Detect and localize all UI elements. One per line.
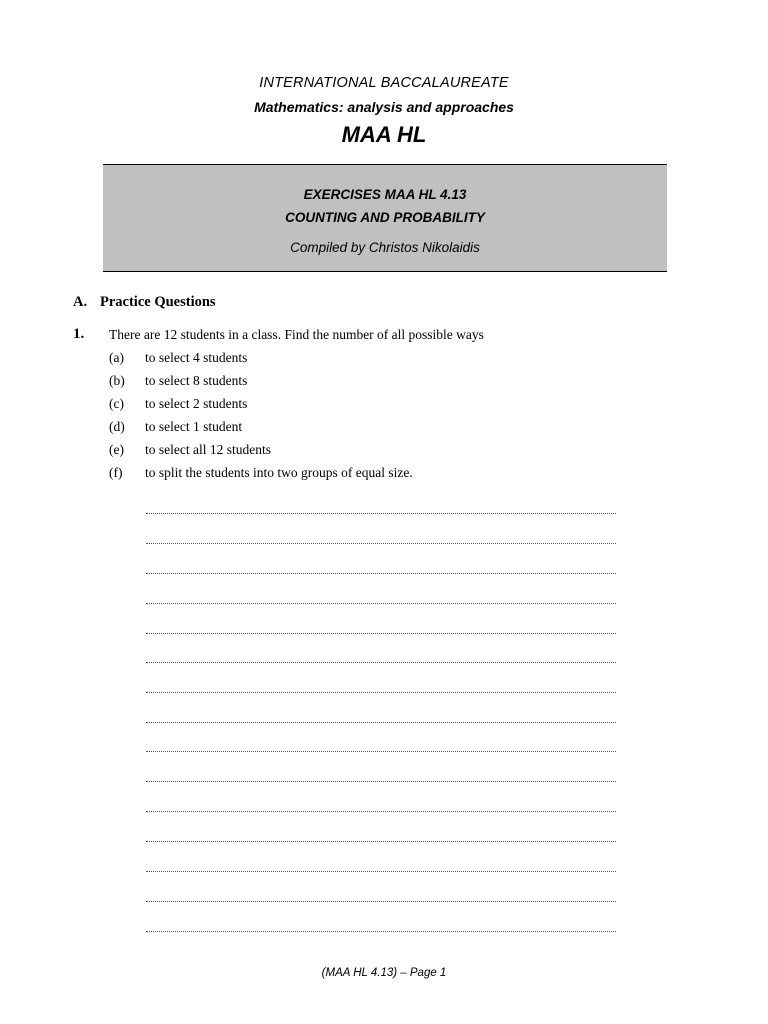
organization-title: INTERNATIONAL BACCALAUREATE — [259, 75, 509, 91]
section-heading — [73, 294, 216, 311]
part-text: to split the students into two groups of equal size. — [145, 465, 413, 480]
question-part — [109, 442, 271, 458]
question-number: 1. — [73, 326, 85, 342]
question-part — [109, 419, 242, 435]
section-letter: A. — [73, 294, 88, 310]
part-text: to select 4 students — [145, 350, 248, 365]
part-label: (c) — [109, 396, 124, 411]
part-label: (b) — [109, 373, 125, 388]
question-part — [109, 350, 247, 366]
answer-line — [146, 811, 616, 812]
part-label: (e) — [109, 442, 124, 457]
part-label: (d) — [109, 419, 125, 434]
answer-line — [146, 841, 616, 842]
exercise-title: EXERCISES MAA HL 4.13 — [303, 187, 467, 202]
page-footer: (MAA HL 4.13) – Page 1 — [321, 967, 447, 979]
answer-line — [146, 722, 616, 723]
answer-line — [146, 751, 616, 752]
question-text: There are 12 students in a class. Find the number of all possible ways — [109, 327, 484, 342]
answer-line — [146, 543, 616, 544]
answer-line — [146, 573, 616, 574]
part-text: to select all 12 students — [145, 442, 271, 457]
author-credit: Compiled by Christos Nikolaidis — [290, 240, 480, 255]
answer-line — [146, 633, 616, 634]
subject-title: Mathematics: analysis and approaches — [254, 99, 514, 115]
answer-line — [146, 871, 616, 872]
answer-line — [146, 901, 616, 902]
answer-line — [146, 603, 616, 604]
part-label: (a) — [109, 350, 124, 365]
part-label: (f) — [109, 465, 123, 480]
answer-line — [146, 662, 616, 663]
question-part — [109, 396, 247, 412]
part-text: to select 1 student — [145, 419, 243, 434]
section-title: Practice Questions — [100, 294, 216, 310]
part-text: to select 2 students — [145, 396, 248, 411]
question-part — [109, 373, 247, 389]
part-text: to select 8 students — [145, 373, 248, 388]
exercise-banner — [103, 164, 667, 272]
answer-line — [146, 692, 616, 693]
answer-line — [146, 513, 616, 514]
exercise-topic: COUNTING AND PROBABILITY — [285, 210, 485, 225]
question-part — [109, 465, 413, 481]
answer-line — [146, 781, 616, 782]
answer-line — [146, 931, 616, 932]
course-title: MAA HL — [341, 122, 427, 147]
